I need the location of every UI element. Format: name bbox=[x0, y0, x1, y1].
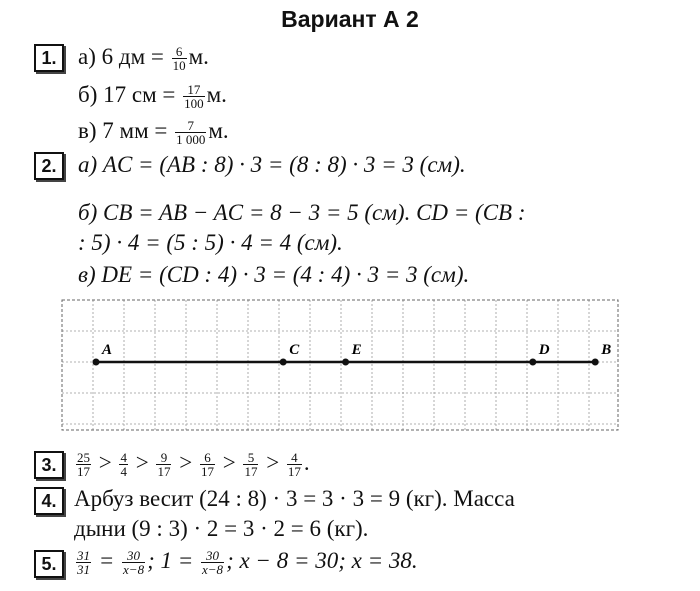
task5-fraction-3: $\frac{30}{x-8}$ bbox=[202, 548, 224, 578]
segment-grid bbox=[60, 298, 620, 432]
task3-fraction: $\frac{4}{4}$ bbox=[120, 450, 127, 480]
task4-line-2: дыни (9 : 3) · 2 = 3 · 2 = 6 (кг). bbox=[74, 516, 369, 541]
greater-sign: > bbox=[216, 450, 242, 475]
point-e bbox=[342, 359, 349, 366]
task1-c-letter: в) bbox=[78, 118, 97, 143]
greater-sign: > bbox=[93, 450, 118, 475]
point-a bbox=[93, 359, 100, 366]
task5-tail: ; x − 8 = 30; x = 38. bbox=[226, 548, 418, 573]
task1-b-fraction: $\frac{17}{100}$ bbox=[184, 82, 204, 112]
task5-equals: = bbox=[98, 548, 115, 573]
task3-fraction: $\frac{4}{17}$ bbox=[287, 450, 301, 480]
task3-fraction: $\frac{25}{17}$ bbox=[77, 450, 90, 480]
task4-line-1: Арбуз весит (24 : 8) · 3 = 3 · 3 = 9 (кг). Масса bbox=[74, 486, 515, 511]
task1-a-letter: а) bbox=[78, 44, 96, 69]
point-b bbox=[592, 359, 599, 366]
task3-fraction-chain: $\frac{25}{17}$ > $\frac{4}{4}$ > $\frac{9}{17}$ > $\frac{6}{17}$ > $\frac{5}{17}$ > $\frac{4}{17}$ . bbox=[77, 450, 310, 480]
task1-c-unit: м. bbox=[208, 118, 229, 143]
task1-line-a bbox=[78, 42, 209, 72]
point-label-e: E bbox=[351, 342, 362, 358]
page-title: Вариант А 2 bbox=[281, 6, 419, 32]
greater-sign: > bbox=[173, 450, 198, 475]
task1-line-b bbox=[78, 80, 227, 110]
point-c bbox=[280, 359, 287, 366]
task1-b-unit: м. bbox=[206, 82, 227, 107]
task3-fraction: $\frac{9}{17}$ bbox=[157, 450, 171, 480]
greater-sign: > bbox=[260, 450, 285, 475]
task-number-4: 4. bbox=[34, 487, 64, 515]
task2-line-b1: б) CB = AB − AC = 8 − 3 = 5 (см). CD = (CB : bbox=[78, 200, 526, 225]
task5-mid: ; 1 = bbox=[147, 548, 194, 573]
point-d bbox=[529, 359, 536, 366]
task1-b-lhs: 17 см = bbox=[103, 82, 176, 107]
task3-fraction: $\frac{6}{17}$ bbox=[200, 450, 214, 480]
task5-equation bbox=[74, 546, 418, 576]
task-number-3: 3. bbox=[34, 451, 64, 479]
task2-line-a: а) AC = (AB : 8) · 3 = (8 : 8) · 3 = 3 (см). bbox=[78, 152, 466, 177]
task1-a-fraction: $\frac{6}{10}$ bbox=[172, 44, 186, 74]
task2-line-c: в) DE = (CD : 4) · 3 = (4 : 4) · 3 = 3 (см). bbox=[78, 262, 470, 287]
point-label-c: C bbox=[289, 342, 300, 358]
task1-line-c bbox=[78, 116, 229, 146]
task1-c-lhs: 7 мм = bbox=[102, 118, 168, 143]
task-number-5: 5. bbox=[34, 550, 64, 578]
task5-fraction-2: $\frac{30}{x-8}$ bbox=[123, 548, 145, 578]
greater-sign: > bbox=[129, 450, 155, 475]
task2-line-b2: : 5) · 4 = (5 : 5) · 4 = 4 (см). bbox=[78, 230, 343, 255]
task1-a-lhs: 6 дм = bbox=[101, 44, 164, 69]
task3-fraction: $\frac{5}{17}$ bbox=[244, 450, 258, 480]
task-number-1: 1. bbox=[34, 44, 64, 72]
task1-a-unit: м. bbox=[188, 44, 209, 69]
point-label-d: D bbox=[538, 342, 550, 358]
task5-fraction-1: $\frac{31}{31}$ bbox=[77, 548, 90, 578]
task1-b-letter: б) bbox=[78, 82, 98, 107]
point-label-b: B bbox=[601, 342, 612, 358]
task-number-2: 2. bbox=[34, 152, 64, 180]
task1-c-fraction: $\frac{7}{1 000}$ bbox=[176, 118, 206, 148]
point-label-a: A bbox=[102, 342, 113, 358]
